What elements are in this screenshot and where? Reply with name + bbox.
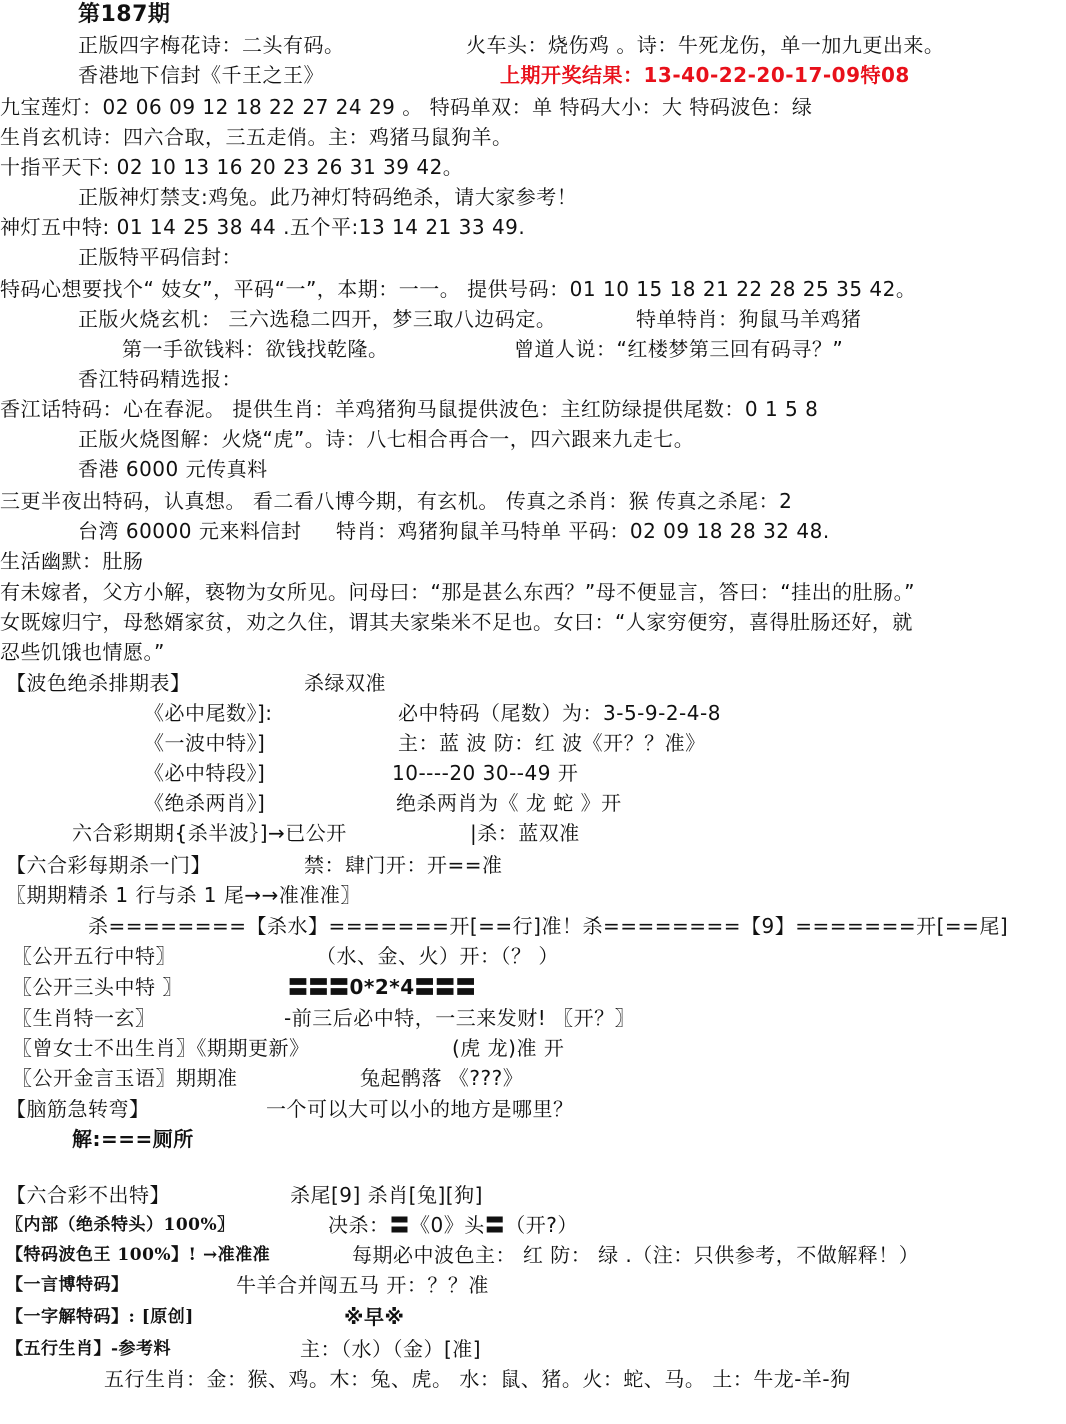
- zodiac-mystery-label: 〖生肖特一玄〗: [12, 1006, 156, 1030]
- golden-words-value: 兔起鹘落 《???》: [360, 1066, 524, 1090]
- midnight-line: 三更半夜出特码，认真想。 看二看八博今期，有玄机。 传真之杀肖：猴 传真之杀尾：2: [0, 489, 793, 513]
- brain-teaser-answer: 解:===厕所: [72, 1127, 194, 1151]
- must-segment-label: 《必中特段》]: [144, 761, 266, 785]
- issue-title: 第187期: [78, 2, 171, 27]
- zodiac-poem-line: 生肖玄机诗：四六合取，三五走俏。主：鸡猪马鼠狗羊。: [0, 125, 513, 149]
- train-head-line: 火车头：烧伤鸡 。诗：牛死龙伤，单一加九更出来。: [466, 33, 945, 57]
- first-hand-line: 第一手欲钱料：欲钱找乾隆。: [122, 337, 389, 361]
- kill-element-tail-heading: 〖期期精杀 1 行与杀 1 尾→→准准准〗: [6, 883, 361, 907]
- kill-two-zodiac-label: 《绝杀两肖》]: [144, 791, 266, 815]
- public-three-head-value: 〓〓〓0*2*4〓〓〓: [288, 975, 477, 999]
- lamp-ban-line: 正版神灯禁支:鸡兔。此乃神灯特码绝杀，请大家参考！: [78, 185, 578, 209]
- xiangjiang-line: 香江话特码：心在春泥。 提供生肖：羊鸡猪狗马鼠提供波色：主红防绿提供尾数：0 1 5 8: [0, 397, 819, 421]
- no-special-value: 杀尾[9] 杀肖[兔][狗]: [290, 1183, 483, 1207]
- kill-green-text: 杀绿双准: [304, 671, 386, 695]
- five-element-list: 五行生肖：金：猴、鸡。木：兔、虎。 水：鼠、猪。火：蛇、马。 土：牛龙-羊-狗: [104, 1367, 851, 1391]
- xiangjiang-heading: 香江特码精选报：: [78, 367, 242, 391]
- last-draw-result: 上期开奖结果：13-40-22-20-17-09特08: [500, 63, 910, 87]
- public-five-element-value: （水、金、火）开：（？ ）: [316, 944, 559, 968]
- brain-teaser-heading: 【脑筋急转弯】: [6, 1097, 150, 1121]
- kill-half-wave-label: 六合彩期期{杀半波｝]→已公开: [72, 821, 347, 845]
- plum-poem-line: 正版四字梅花诗：二头有码。: [78, 33, 345, 57]
- taiwan-envelope-label: 台湾 60000 元来料信封: [78, 519, 302, 543]
- taoist-says-line: 曾道人说：“红楼梦第三回有码寻？”: [514, 337, 844, 361]
- wave-schedule-heading: 【波色绝杀排期表】: [6, 671, 191, 695]
- five-element-zodiac-value: 主：（水）（金）[准]: [300, 1337, 482, 1361]
- zodiac-mystery-value: -前三后必中特，一三来发财! 〖开？〗: [284, 1006, 636, 1030]
- special-envelope-heading: 正版特平码信封：: [78, 245, 242, 269]
- ms-zeng-value: (虎 龙)准 开: [452, 1036, 565, 1060]
- kill-one-gate-heading: 【六合彩每期杀一门】: [6, 853, 211, 877]
- taiwan-envelope-numbers: 特肖：鸡猪狗鼠羊马特单 平码：02 09 18 28 32 48.: [336, 519, 830, 543]
- kill-one-gate-value: 禁：肆门开：开==准: [304, 853, 503, 877]
- nine-lotus-line: 九宝莲灯：02 06 09 12 18 22 27 24 29 。 特码单双：单 特码大小：大 特码波色：绿: [0, 95, 813, 119]
- one-word-bet-label: 【一言博特码】: [6, 1275, 129, 1295]
- internal-kill-value: 决杀：〓《0》头〓（开?）: [328, 1213, 578, 1237]
- wave-king-value: 每期必中波色主： 红 防： 绿 .（注：只供参考，不做解释！）: [352, 1243, 920, 1267]
- hk-envelope-line: 香港地下信封《千王之王》: [78, 63, 324, 87]
- humor-paragraph-3: 忍些饥饿也情愿。”: [0, 640, 165, 664]
- five-element-zodiac-label: 【五行生肖】-参考料: [6, 1339, 172, 1359]
- hk-fax-heading: 香港 6000 元传真料: [78, 457, 268, 481]
- one-char-value: ※早※: [344, 1305, 405, 1329]
- internal-kill-label: 〖内部（绝杀特头）100%〗: [6, 1215, 235, 1235]
- brain-teaser-question: 一个可以大可以小的地方是哪里？: [266, 1097, 574, 1121]
- one-word-bet-value: 牛羊合并闯五马 开：？？准: [236, 1273, 489, 1297]
- no-special-heading: 【六合彩不出特】: [6, 1183, 170, 1207]
- humor-paragraph-2: 女既嫁归宁，母愁婿家贫，劝之久住，谓其夫家柴米不足也。女曰：“人家穷便穷，喜得肚肠还好，就: [0, 610, 913, 634]
- humor-paragraph-1: 有未嫁者，父方小解，亵物为女所见。问母曰：“那是甚么东西？”母不便显言，答曰：“挂出的肚肠。”: [0, 580, 915, 604]
- one-wave-value: 主：蓝 波 防：红 波《开？？准》: [398, 731, 706, 755]
- public-five-element-label: 〖公开五行中特〗: [12, 944, 176, 968]
- fire-mystery-line: 正版火烧玄机： 三六选稳二四开，梦三取八边码定。: [78, 307, 557, 331]
- special-wish-line: 特码心想要找个“ 妓女”，平码“一”，本期：一一。 提供号码：01 10 15 18 21 22 28 25 35 42。: [0, 277, 917, 301]
- must-tail-value: 必中特码（尾数）为：3-5-9-2-4-8: [398, 701, 721, 725]
- wave-king-label: 【特码波色王 100%】! →准准准: [6, 1245, 271, 1265]
- kill-water-line: 杀========【杀水】=======开[==行]准！杀========【9】=======开[==尾]: [88, 914, 1009, 938]
- ms-zeng-label: 〖曾女士不出生肖〗《期期更新》: [12, 1036, 310, 1060]
- public-three-head-label: 〖公开三头中特 〗: [12, 975, 183, 999]
- lamp-five-line: 神灯五中特: 01 14 25 38 44 .五个平:13 14 21 33 49.: [0, 215, 526, 239]
- single-zodiac-line: 特单特肖：狗鼠马羊鸡猪: [636, 307, 862, 331]
- one-wave-label: 《一波中特》]: [144, 731, 266, 755]
- golden-words-label: 〖公开金言玉语〗期期准: [12, 1066, 238, 1090]
- kill-blue-text: |杀：蓝双准: [470, 821, 580, 845]
- must-tail-label: 《必中尾数》]:: [144, 701, 273, 725]
- ten-fingers-line: 十指平天下: 02 10 13 16 20 23 26 31 39 42。: [0, 155, 464, 179]
- fire-diagram-line: 正版火烧图解：火烧“虎”。诗：八七相合再合一，四六跟来九走七。: [78, 427, 695, 451]
- humor-heading: 生活幽默：肚肠: [0, 549, 144, 573]
- must-segment-value: 10----20 30--49 开: [392, 761, 579, 785]
- kill-two-zodiac-value: 绝杀两肖为《 龙 蛇 》开: [396, 791, 622, 815]
- one-char-label: 【一字解特码】: [原创]: [6, 1307, 194, 1327]
